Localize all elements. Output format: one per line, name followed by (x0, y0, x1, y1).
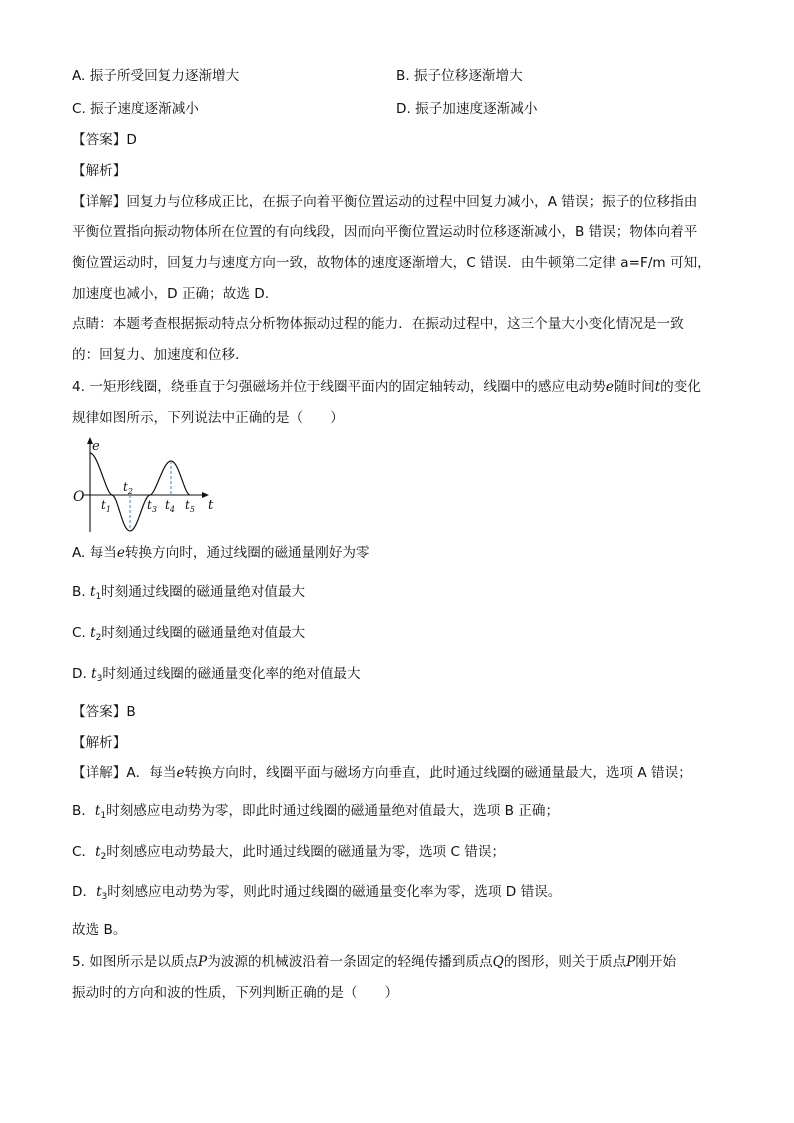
q3-option-c: C. 振子速度逐渐减小 (72, 101, 199, 117)
axis-label-e: e (92, 439, 100, 454)
q4-stem-line-2: 规律如图所示，下列说法中正确的是（ ） (72, 410, 344, 426)
q4-analysis-label: 【解析】 (72, 735, 127, 751)
q3-option-d: D. 振子加速度逐渐减小 (396, 101, 538, 117)
origin-label: O (73, 489, 85, 505)
tick-label-t2: $t_2$ (123, 480, 133, 496)
q4-detail-c: C．$t_2$时刻感应电动势最大，此时通过线圈的磁通量为零，选项 C 错误； (72, 844, 506, 862)
q4-conclusion: 故选 B。 (72, 922, 127, 938)
q4-option-b: B. $t_1$时刻通过线圈的磁通量绝对值最大 (72, 584, 306, 602)
q5-stem-line-2: 振动时的方向和波的性质，下列判断正确的是（ ） (72, 985, 399, 1001)
q3-comment-line-2: 的：回复力、加速度和位移． (72, 347, 249, 363)
q4-detail-b: B．$t_1$时刻感应电动势为零，即此时通过线圈的磁通量绝对值最大，选项 B 正确； (72, 803, 560, 821)
axis-label-t: t (208, 498, 214, 513)
q4-answer: 【答案】B (72, 704, 136, 720)
var-e: e (605, 379, 614, 395)
q3-detail-line-1: 【详解】回复力与位移成正比，在振子向着平衡位置运动的过程中回复力减小，A 错误；振子的位移指由 (72, 194, 698, 210)
tick-label-t1: $t_1$ (101, 498, 111, 514)
q3-analysis-label: 【解析】 (72, 163, 127, 179)
tick-label-t3: $t_3$ (147, 498, 157, 514)
var-t: t (654, 379, 661, 395)
emf-time-graph (70, 436, 220, 536)
q5-stem-line-1: 5. 如图所示是以质点P为波源的机械波沿着一条固定的轻绳传播到质点Q的图形，则关于质点P刚开始 (72, 954, 677, 970)
q3-answer: 【答案】D (72, 132, 137, 148)
emf-curve (90, 453, 190, 531)
q3-detail-line-3: 衡位置运动时，回复力与速度方向一致，故物体的速度逐渐增大，C 错误．由牛顿第二定律 a=F/m 可知， (72, 255, 711, 271)
q4-option-a: A. 每当e转换方向时，通过线圈的磁通量刚好为零 (72, 545, 370, 561)
q3-option-a: A. 振子所受回复力逐渐增大 (72, 68, 240, 84)
q4-stem-line-1: 4. 一矩形线圈，绕垂直于匀强磁场并位于线圈平面内的固定轴转动，线圈中的感应电动势e随时间t的变化 (72, 379, 701, 395)
q3-option-b: B. 振子位移逐渐增大 (396, 68, 523, 84)
q4-detail-d: D．$t_3$时刻感应电动势为零，则此时通过线圈的磁通量变化率为零，选项 D 错误。 (72, 884, 562, 902)
q3-comment-line-1: 点睛：本题考查根据振动特点分析物体振动过程的能力．在振动过程中，这三个量大小变化情况是一致 (72, 316, 684, 332)
q3-detail-line-4: 加速度也减小，D 正确；故选 D. (72, 286, 270, 302)
tick-label-t5: $t_5$ (185, 498, 195, 514)
tick-label-t4: $t_4$ (165, 498, 175, 514)
q3-detail-line-2: 平衡位置指向振动物体所在位置的有向线段，因而向平衡位置运动时位移逐渐减小，B 错误；物体向着平 (72, 224, 698, 240)
q4-option-d: D. $t_3$时刻通过线圈的磁通量变化率的绝对值最大 (72, 666, 361, 684)
q4-detail-a: 【详解】A．每当e转换方向时，线圈平面与磁场方向垂直，此时通过线圈的磁通量最大，选项 A 错误； (72, 765, 692, 781)
q4-option-c: C. $t_2$时刻通过线圈的磁通量绝对值最大 (72, 625, 306, 643)
